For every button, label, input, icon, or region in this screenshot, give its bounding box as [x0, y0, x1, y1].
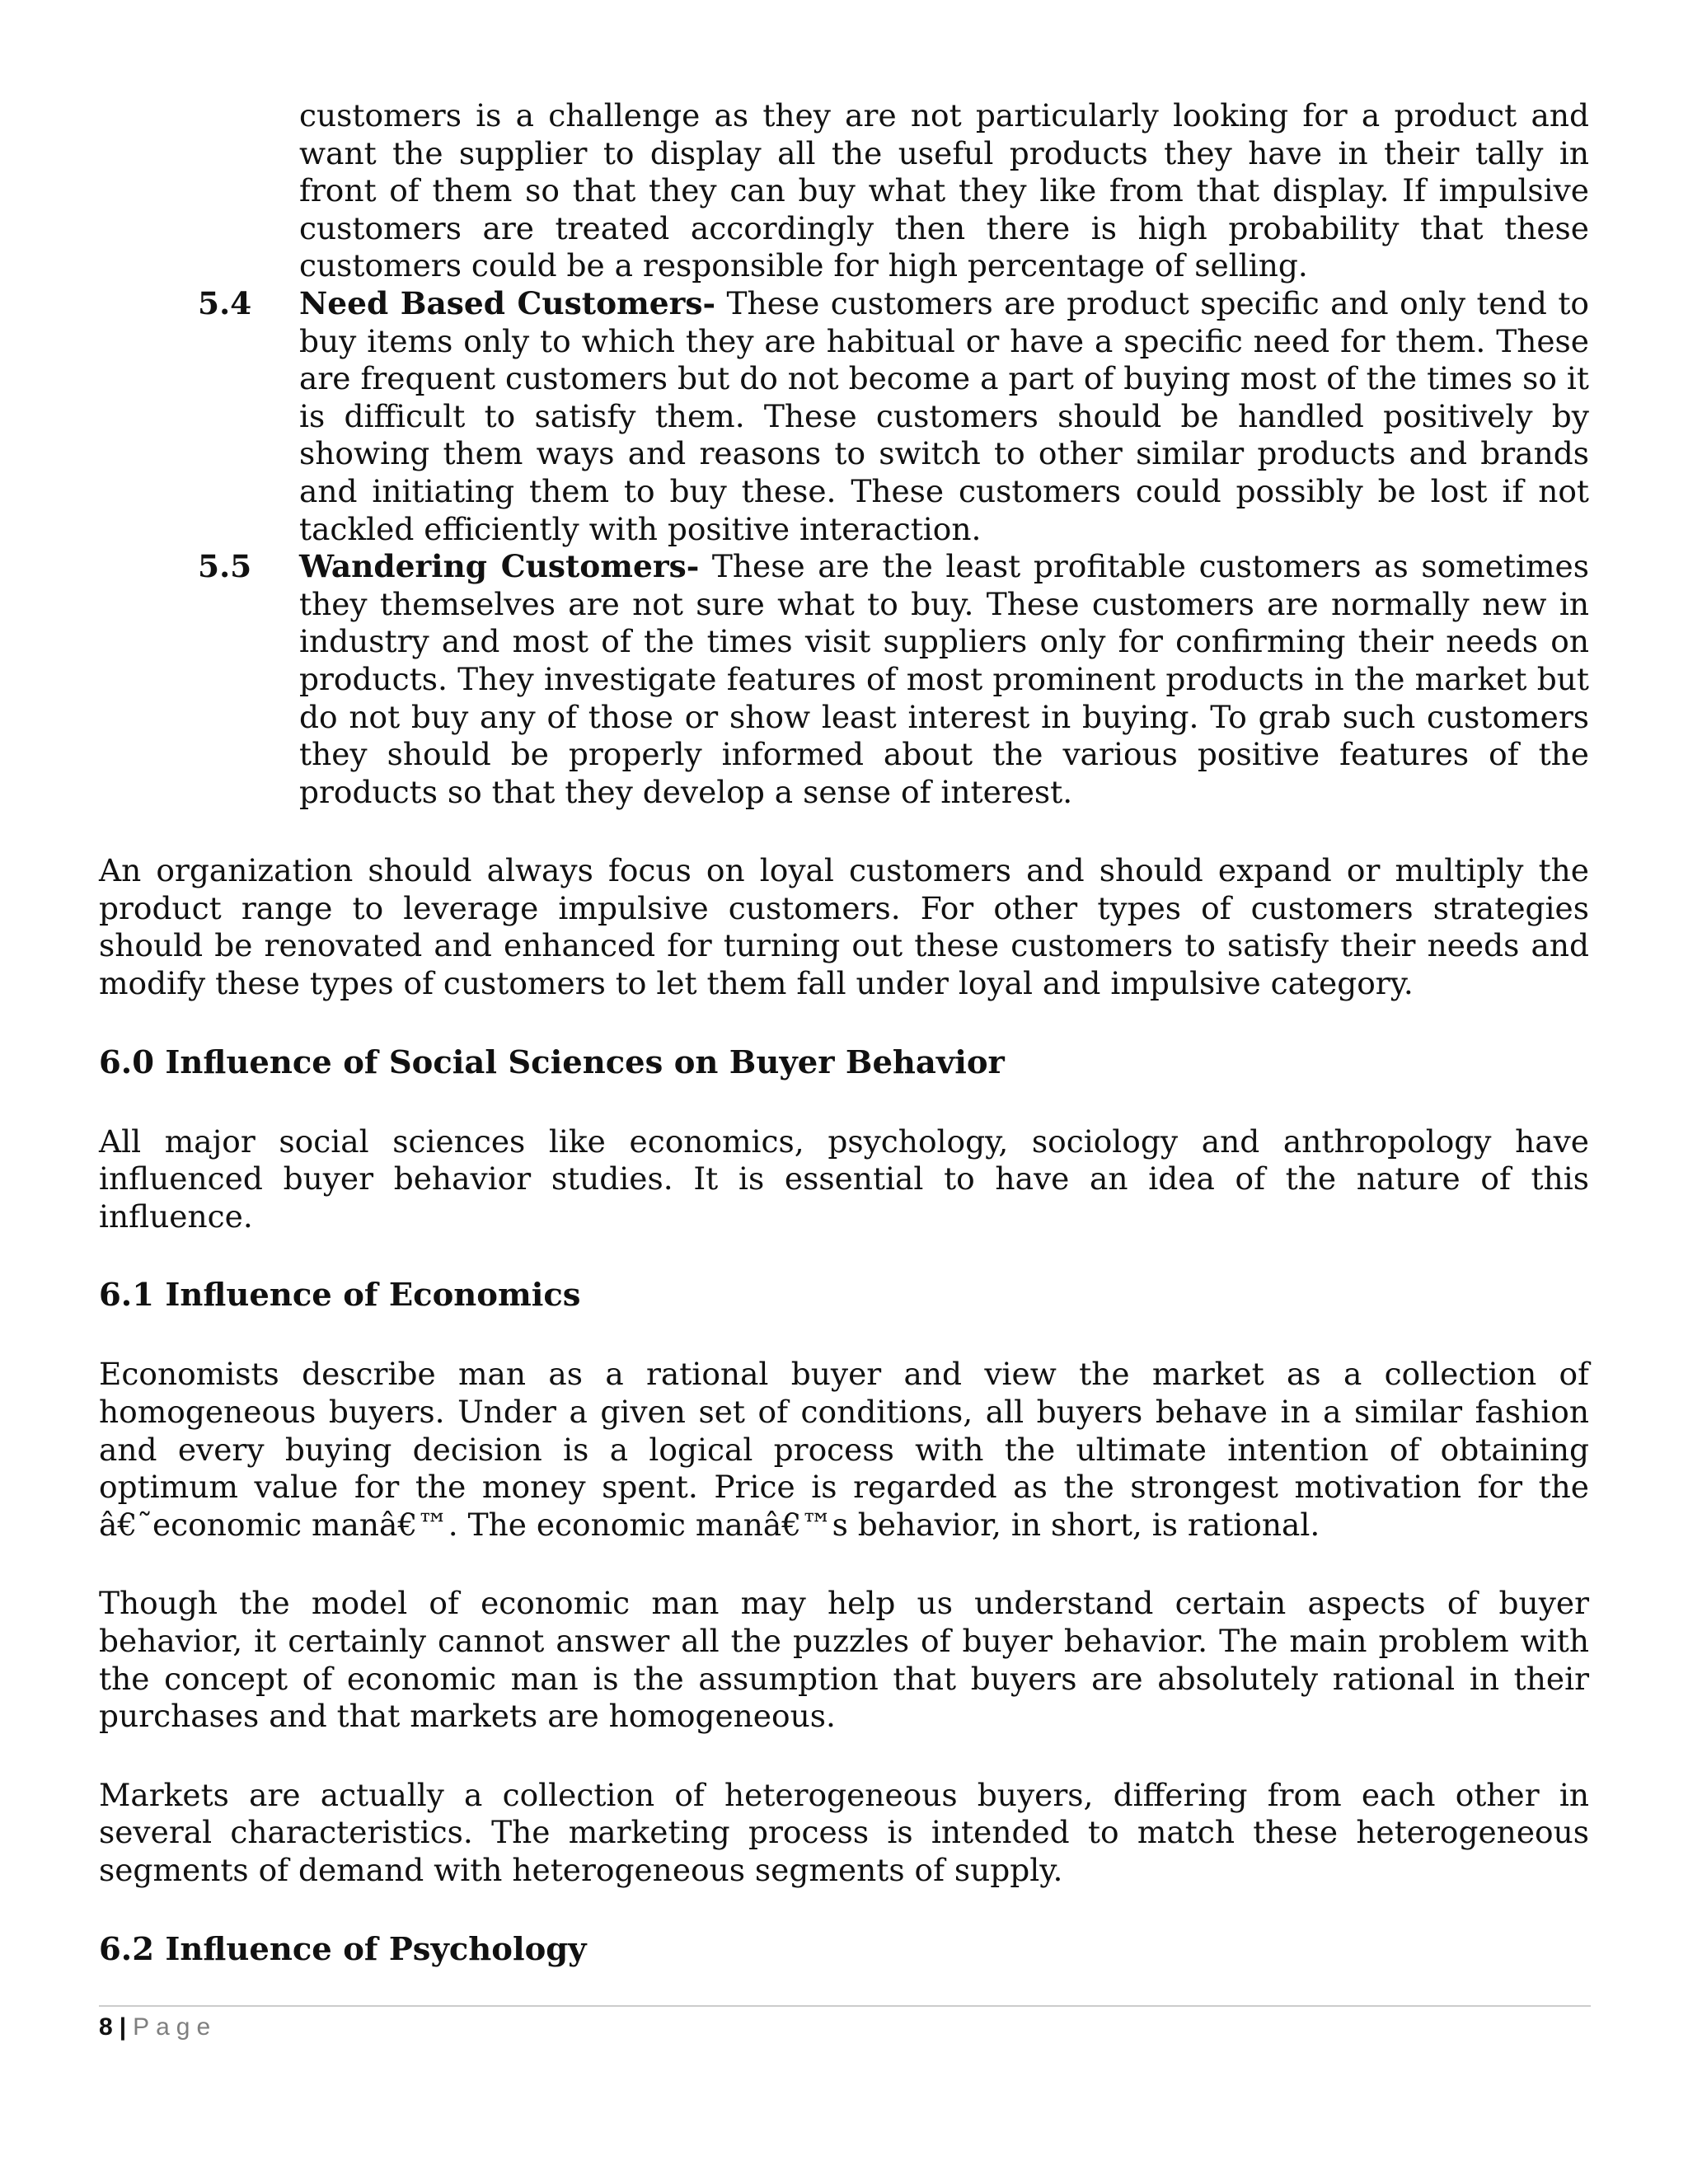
continuation-text: customers is a challenge as they are not particularly looking for a product and want the supplier to display all the useful products they have in their tally in front of them so that they can buy what they like from that display. If impulsive customers are treated accordingly then there is high probability that these customers could be a responsible for high percentage of selling. [299, 97, 1589, 284]
list-item-term: Need Based Customers- [299, 284, 716, 321]
list-item-wandering-customers [99, 548, 1589, 811]
economics-paragraph-1: Economists describe man as a rational buyer and view the market as a collection of homogeneous buyers. Under a given set of conditions, all buyers behave in a similar fashion and every buying decision is a logical process with the ultimate intention of obtaining optimum value for the money spent. Price is regarded as the strongest motivation for the â€˜economic manâ€™. The economic manâ€™s behavior, in short, is rational. [99, 1356, 1589, 1543]
list-item-need-based-customers [99, 285, 1589, 548]
list-item-text: These are the least profitable customers as sometimes they themselves are not sure what to buy. These customers are normally new in industry and most of the times visit suppliers only for confirming their needs on products. They investigate features of most prominent products in the market but do not buy any of those or show least interest in buying. To grab such customers they should be properly informed about the various positive features of the products so that they develop a sense of interest. [299, 548, 1589, 810]
list-item-text: These customers are product specific and only tend to buy items only to which they are habitual or have a specific need for them. These are frequent customers but do not become a part of buying most of the times so it is difficult to satisfy them. These customers should be handled positively by showing them ways and reasons to switch to other similar products and brands and initiating them to buy these. These customers could possibly be lost if not tackled efficiently with positive interaction. [299, 284, 1589, 547]
economics-paragraph-3: Markets are actually a collection of heterogeneous buyers, differing from each other in several characteristics. The marketing process is intended to match these heterogeneous segments of demand with heterogeneous segments of supply. [99, 1776, 1589, 1888]
economics-paragraph-2: Though the model of economic man may help us understand certain aspects of buyer behavior, it certainly cannot answer all the puzzles of buyer behavior. The main problem with the concept of economic man is the assumption that buyers are absolutely rational in their purchases and that markets are homogeneous. [99, 1585, 1589, 1735]
document-page [99, 97, 1589, 1969]
page-footer [99, 2011, 217, 2044]
list-item-continuation [99, 97, 1589, 285]
summary-paragraph: An organization should always focus on loyal customers and should expand or multiply the product range to leverage impulsive customers. For other types of customers strategies should be renovated and enhanced for turning out these customers to satisfy their needs and modify these types of customers to let them fall under loyal and impulsive category. [99, 852, 1589, 1002]
list-item-number: 5.4 [198, 284, 252, 321]
social-sciences-paragraph: All major social sciences like economics, psychology, sociology and anthropology have influenced buyer behavior studies. It is essential to have an idea of the nature of this influence. [99, 1122, 1589, 1235]
page-number: 8 [99, 2013, 113, 2041]
section-heading-6-2: 6.2 Influence of Psychology [99, 1930, 587, 1968]
footer-divider [99, 2005, 1591, 2007]
list-item-number: 5.5 [198, 548, 252, 585]
list-item-term: Wandering Customers- [299, 548, 700, 585]
section-heading-6-1: 6.1 Influence of Economics [99, 1277, 581, 1315]
section-heading-6-0: 6.0 Influence of Social Sciences on Buyer Behavior [99, 1043, 1005, 1081]
footer-separator: | [119, 2013, 127, 2041]
page-label: Page [133, 2013, 218, 2041]
